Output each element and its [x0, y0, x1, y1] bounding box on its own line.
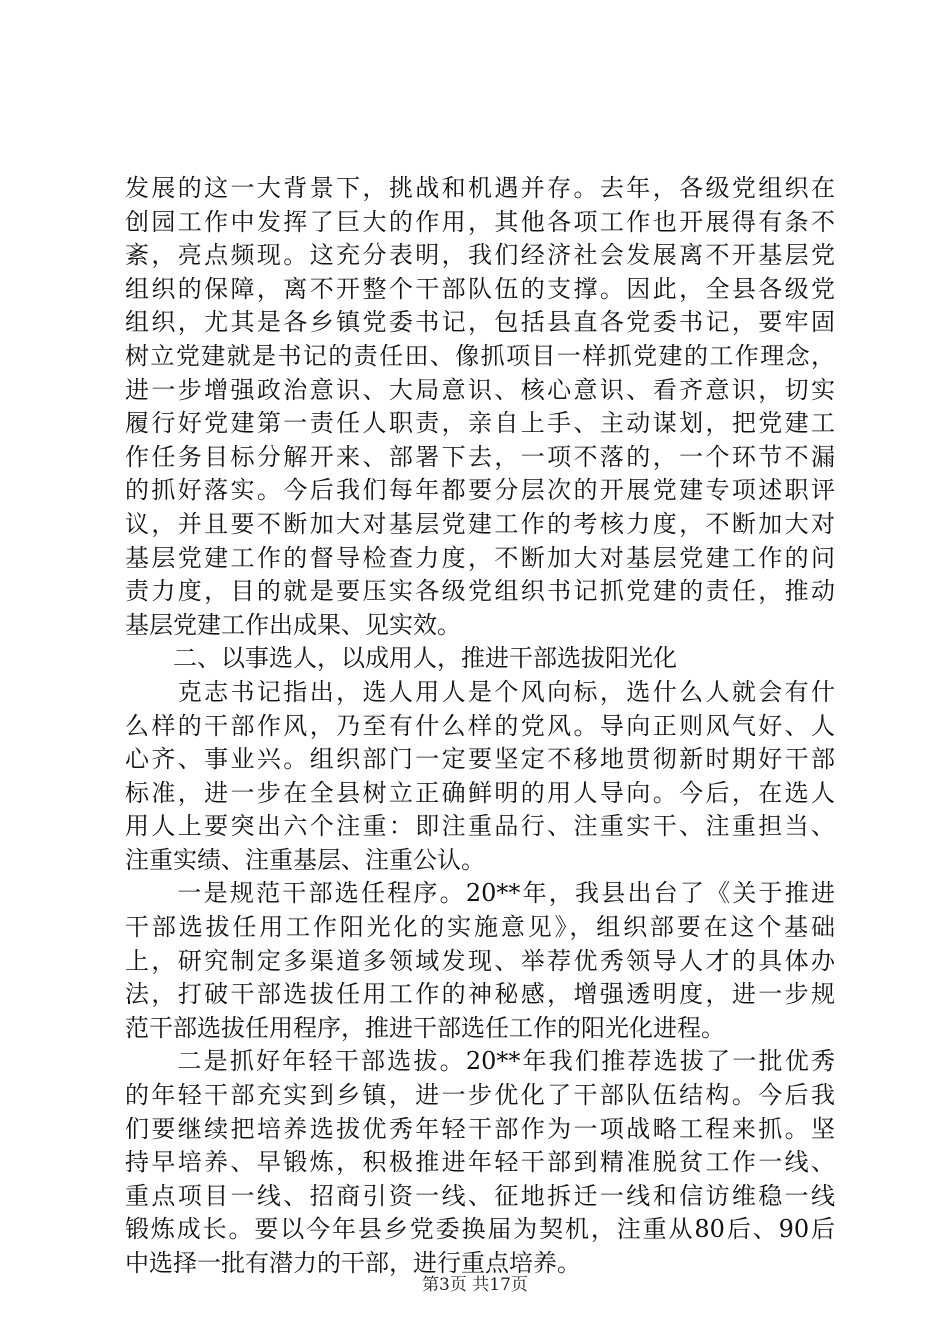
text-line: 议，并且要不断加大对基层党建工作的考核力度，不断加大对 — [125, 509, 835, 538]
text-line: 责力度，目的就是要压实各级党组织书记抓党建的责任，推动 — [125, 577, 835, 606]
text-line: 么样的干部作风，乃至有什么样的党风。导向正则风气好、人 — [125, 711, 835, 740]
text-line: 二、以事选人，以成用人，推进干部选拔阳光化 — [125, 644, 677, 673]
text-line: 一是规范干部选任程序。20**年，我县出台了《关于推进 — [125, 879, 835, 908]
text-line: 履行好党建第一责任人职责，亲自上手、主动谋划，把党建工 — [125, 409, 835, 438]
text-line: 的年轻干部充实到乡镇，进一步优化了干部队伍结构。今后我 — [125, 1081, 835, 1110]
text-line: 组织的保障，离不开整个干部队伍的支撑。因此，全县各级党 — [125, 274, 835, 303]
text-line: 树立党建就是书记的责任田、像抓项目一样抓党建的工作理念， — [125, 341, 835, 370]
text-line: 基层党建工作的督导检查力度，不断加大对基层党建工作的问 — [125, 543, 835, 572]
text-line: 注重实绩、注重基层、注重公认。 — [125, 845, 485, 874]
text-line: 作任务目标分解开来、部署下去，一项不落的，一个环节不漏 — [125, 442, 835, 471]
text-line: 的抓好落实。今后我们每年都要分层次的开展党建专项述职评 — [125, 476, 835, 505]
text-line: 用人上要突出六个注重：即注重品行、注重实干、注重担当、 — [125, 812, 835, 841]
text-line: 们要继续把培养选拔优秀年轻干部作为一项战略工程来抓。坚 — [125, 1114, 835, 1143]
text-line: 进一步增强政治意识、大局意识、核心意识、看齐意识，切实 — [125, 375, 835, 404]
text-line: 创园工作中发挥了巨大的作用，其他各项工作也开展得有条不 — [125, 207, 835, 236]
text-line: 重点项目一线、招商引资一线、征地拆迁一线和信访维稳一线 — [125, 1181, 835, 1210]
text-line: 干部选拔任用工作阳光化的实施意见》，组织部要在这个基础 — [125, 913, 835, 942]
text-line: 心齐、事业兴。组织部门一定要坚定不移地贯彻新时期好干部 — [125, 745, 835, 774]
text-line: 发展的这一大背景下，挑战和机遇并存。去年，各级党组织在 — [125, 174, 835, 202]
text-line: 基层党建工作出成果、见实效。 — [125, 610, 461, 639]
text-line: 标准，进一步在全县树立正确鲜明的用人导向。今后，在选人 — [125, 778, 835, 807]
text-line: 锻炼成长。要以今年县乡党委换届为契机，注重从80后、90后 — [125, 1215, 835, 1244]
text-line: 上，研究制定多渠道多领域发现、举荐优秀领导人才的具体办 — [125, 946, 835, 975]
text-line: 持早培养、早锻炼，积极推进年轻干部到精准脱贫工作一线、 — [125, 1148, 835, 1177]
text-line: 克志书记指出，选人用人是个风向标，选什么人就会有什 — [125, 677, 835, 706]
text-line: 法，打破干部选拔任用工作的神秘感，增强透明度，进一步规 — [125, 980, 835, 1009]
text-line: 紊，亮点频现。这充分表明，我们经济社会发展离不开基层党 — [125, 241, 835, 270]
text-line: 范干部选拔任用程序，推进干部选任工作的阳光化进程。 — [125, 1013, 725, 1042]
page-number-footer: 第3页 共17页 — [422, 1275, 528, 1295]
text-line: 中选择一批有潜力的干部，进行重点培养。 — [125, 1249, 581, 1277]
document-body — [125, 172, 835, 1281]
text-line: 组织，尤其是各乡镇党委书记，包括县直各党委书记，要牢固 — [125, 308, 835, 337]
text-line: 二是抓好年轻干部选拔。20**年我们推荐选拔了一批优秀 — [125, 1047, 835, 1076]
